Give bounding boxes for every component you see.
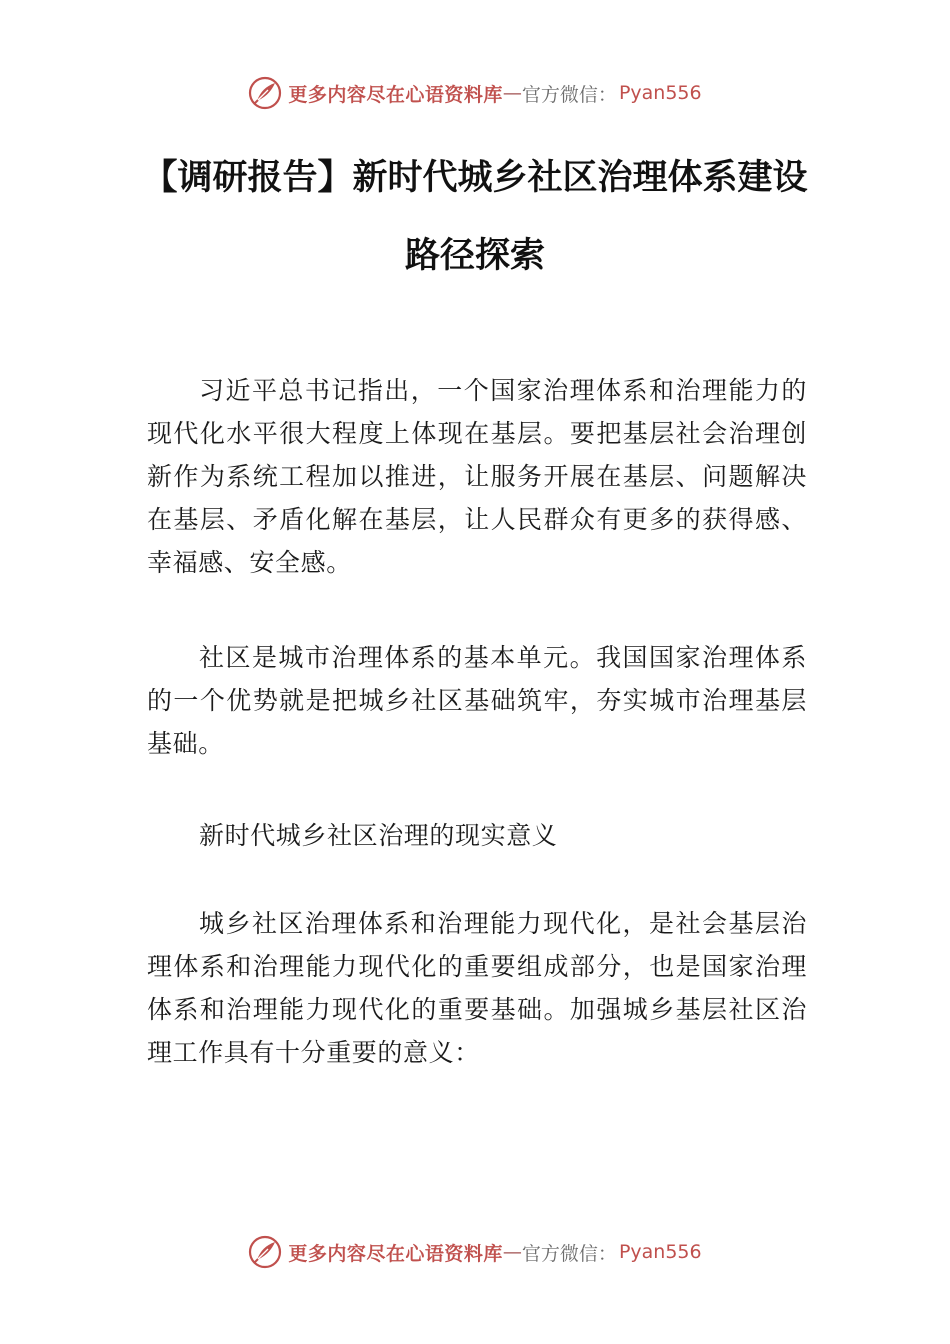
feather-pen-logo-icon <box>248 1235 282 1269</box>
watermark-separator: — <box>502 1241 522 1263</box>
watermark-wechat-id: Pyan556 <box>618 82 702 104</box>
paragraph-significance: 城乡社区治理体系和治理能力现代化，是社会基层治理体系和治理能力现代化的重要组成部分，也是国家治理体系和治理能力现代化的重要基础。加强城乡基层社区治理工作具有十分重要的意义： <box>147 909 807 1067</box>
watermark-wechat-label: 官方微信： <box>521 83 617 106</box>
watermark-site-name: 更多内容尽在心语资料库 <box>288 83 503 106</box>
watermark-footer <box>0 1232 950 1272</box>
paragraph-community: 社区是城市治理体系的基本单元。我国国家治理体系的一个优势就是把城乡社区基础筑牢，夯实城市治理基层基础。 <box>147 643 807 758</box>
watermark-site-name: 更多内容尽在心语资料库 <box>288 1242 503 1265</box>
section-heading: 新时代城乡社区治理的现实意义 <box>199 821 558 850</box>
watermark-wechat-label: 官方微信： <box>521 1242 617 1265</box>
watermark-wechat-id: Pyan556 <box>618 1241 702 1263</box>
document-title-line-1: 【调研报告】新时代城乡社区治理体系建设 <box>142 158 808 198</box>
feather-pen-logo-icon <box>248 76 282 110</box>
watermark-header <box>0 73 950 113</box>
watermark-separator: — <box>502 82 522 104</box>
document-title-line-2: 路径探索 <box>404 236 545 276</box>
paragraph-intro: 习近平总书记指出，一个国家治理体系和治理能力的现代化水平很大程度上体现在基层。要把基层社会治理创新作为系统工程加以推进，让服务开展在基层、问题解决在基层、矛盾化解在基层，让人民群众有更多的获得感、幸福感、安全感。 <box>147 376 807 577</box>
